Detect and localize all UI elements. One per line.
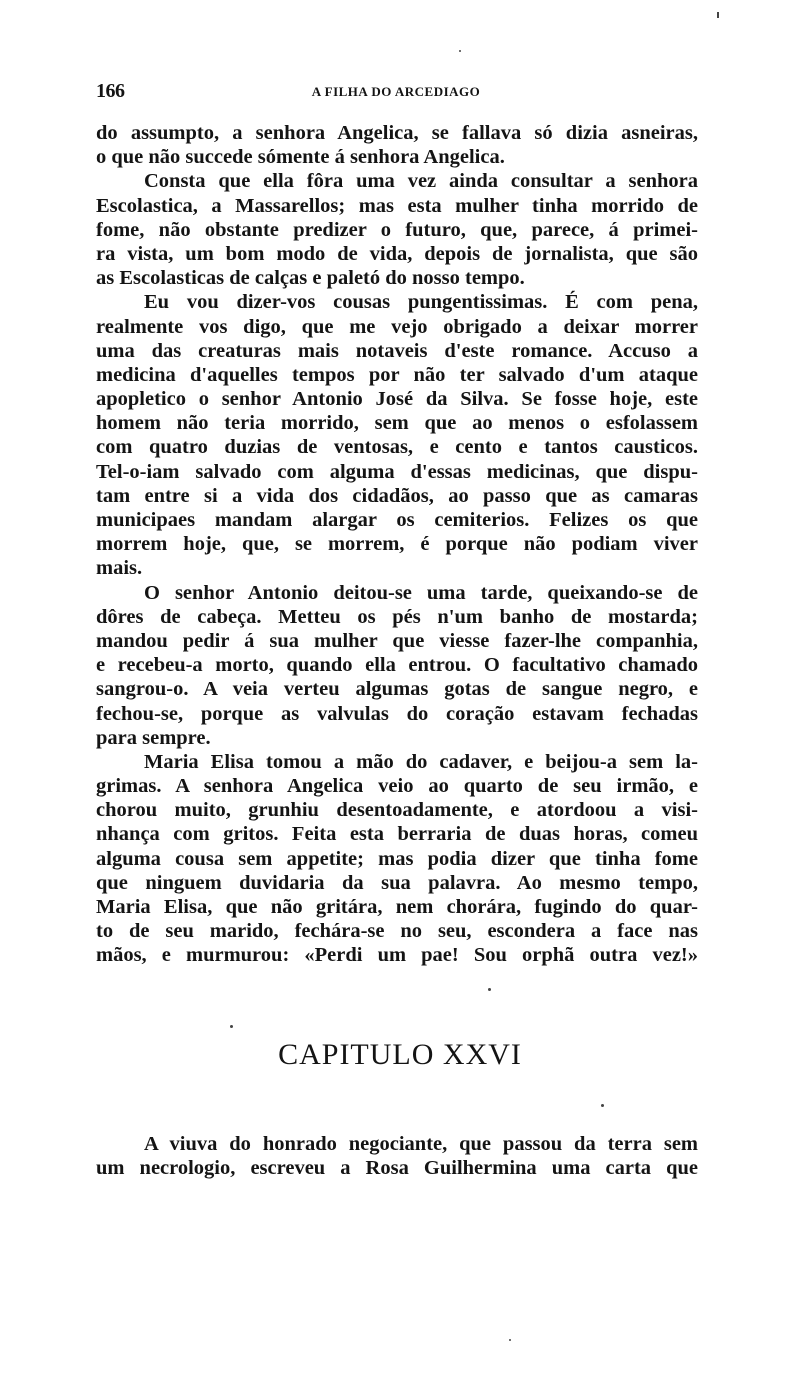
text-line: as Escolasticas de calças e paletó do nosso tempo. <box>96 267 525 290</box>
text-line: mais. <box>96 557 143 580</box>
text-line: nhança com gritos. Feita esta berraria de duas horas, comeu <box>96 823 698 846</box>
chapter-text <box>96 1132 698 1180</box>
text-line: sangrou-o. A veia verteu algumas gotas de sangue negro, e <box>96 678 698 701</box>
text-line: para sempre. <box>96 726 211 749</box>
running-title: A FILHA DO ARCEDIAGO <box>311 84 481 99</box>
text-line: Eu vou dizer-vos cousas pungentissimas. É com pena, <box>144 291 698 314</box>
scan-speck <box>230 1025 233 1028</box>
text-line: do assumpto, a senhora Angelica, se fallava só dizia asneiras, <box>96 122 698 144</box>
page-header <box>96 80 696 104</box>
text-line: medicina d'aquelles tempos por não ter salvado d'um ataque <box>96 363 698 386</box>
scan-speck <box>509 1339 511 1341</box>
text-line: mãos, e murmurou: «Perdi um pae! Sou orphã outra vez!» <box>96 944 698 967</box>
scan-speck <box>601 1104 604 1107</box>
chapter-title: CAPITULO XXVI <box>278 1038 522 1071</box>
text-line: realmente vos digo, que me vejo obrigado a deixar morrer <box>96 315 698 338</box>
scan-speck <box>459 50 461 52</box>
text-line: um necrologio, escreveu a Rosa Guilhermina uma carta que <box>96 1157 698 1180</box>
text-line: Escolastica, a Massarellos; mas esta mulher tinha morrido de <box>96 194 698 217</box>
text-line: morrem hoje, que, se morrem, é porque não podiam viver <box>96 533 698 556</box>
text-line: Maria Elisa, que não gritára, nem chorára, fugindo do quar- <box>96 896 698 918</box>
text-line: mandou pedir á sua mulher que viesse fazer-lhe companhia, <box>96 629 698 652</box>
scan-speck <box>717 12 719 18</box>
text-line: uma das creaturas mais notaveis d'este romance. Accuso a <box>96 339 698 362</box>
text-line: tam entre si a vida dos cidadãos, ao passo que as camaras <box>96 484 698 507</box>
text-line: fechou-se, porque as valvulas do coração estavam fechadas <box>96 702 698 725</box>
text-line: grimas. A senhora Angelica veio ao quarto de seu irmão, e <box>96 775 698 798</box>
text-line: dôres de cabeça. Metteu os pés n'um banho de mostarda; <box>96 605 698 628</box>
text-line: com quatro duzias de ventosas, e cento e tantos causticos. <box>96 436 698 459</box>
body-text <box>96 121 698 968</box>
text-line: alguma cousa sem appetite; mas podia dizer que tinha fome <box>96 847 698 870</box>
text-line: homem não teria morrido, sem que ao menos o esfolassem <box>96 412 698 435</box>
text-line: Consta que ella fôra uma vez ainda consultar a senhora <box>144 170 698 193</box>
page-number: 166 <box>96 80 125 102</box>
text-line: Tel-o-iam salvado com alguma d'essas medicinas, que dispu- <box>96 460 698 483</box>
text-line: e recebeu-a morto, quando ella entrou. O facultativo chamado <box>96 654 698 677</box>
text-line: ra vista, um bom modo de vida, depois de jornalista, que são <box>96 242 698 265</box>
text-line: to de seu marido, fechára-se no seu, escondera a face nas <box>96 920 698 943</box>
text-line: chorou muito, grunhiu desentoadamente, e atordoou a visi- <box>96 799 698 822</box>
text-line: fome, não obstante predizer o futuro, que, parece, á primei- <box>96 218 698 241</box>
text-line: municipaes mandam alargar os cemiterios. Felizes os que <box>96 509 698 531</box>
text-line: que ninguem duvidaria da sua palavra. Ao mesmo tempo, <box>96 871 698 894</box>
text-line: O senhor Antonio deitou-se uma tarde, queixando-se de <box>144 581 698 604</box>
text-line: o que não succede sómente á senhora Angelica. <box>96 146 505 169</box>
scan-speck <box>488 988 491 991</box>
text-line: Maria Elisa tomou a mão do cadaver, e beijou-a sem la- <box>144 750 698 773</box>
text-line: A viuva do honrado negociante, que passou da terra sem <box>144 1133 698 1155</box>
text-line: apopletico o senhor Antonio José da Silva. Se fosse hoje, este <box>96 388 698 411</box>
